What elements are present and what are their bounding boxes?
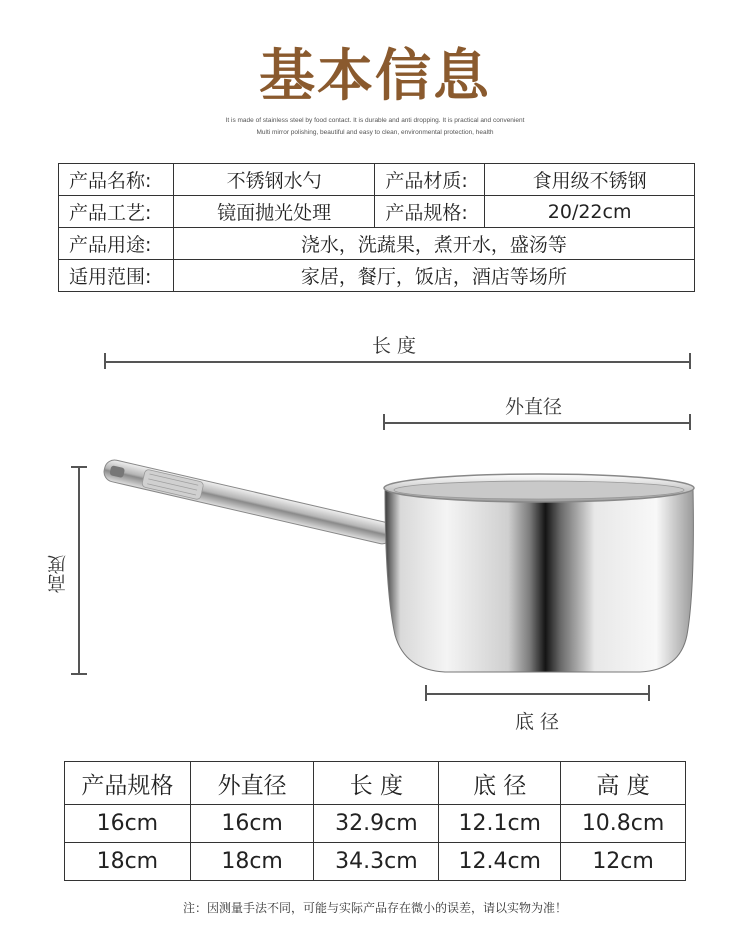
product-material-value: 食用级不锈钢 <box>485 164 695 196</box>
info-row-name <box>59 164 695 196</box>
table-cell: 12cm <box>561 843 686 881</box>
column-header: 高 度 <box>561 762 686 805</box>
product-use-value: 浇水，洗蔬果，煮开水，盛汤等 <box>173 228 694 260</box>
length-tick-left <box>104 353 106 369</box>
base-diameter-tick-right <box>648 685 650 701</box>
column-header: 产品规格 <box>65 762 191 805</box>
ladle-handle <box>102 458 394 546</box>
product-craft-value: 镜面抛光处理 <box>173 196 375 228</box>
outer-diameter-tick-right <box>689 414 691 430</box>
page-title: 基本信息 <box>259 44 491 109</box>
outer-diameter-label: 外直径 <box>505 396 563 418</box>
product-spec-value: 20/22cm <box>485 196 695 228</box>
base-diameter-line <box>426 693 650 695</box>
table-row <box>65 843 686 881</box>
subtitle-line-1: It is made of stainless steel by food contact. It is durable and anti dropping. It is practical and convenient <box>225 117 525 124</box>
table-cell: 18cm <box>190 843 314 881</box>
length-dimension-line <box>105 361 691 363</box>
product-scope-key: 适用范围: <box>59 260 174 292</box>
spec-table-header <box>65 762 686 805</box>
base-diameter-tick-left <box>425 685 427 701</box>
table-cell: 32.9cm <box>314 805 439 843</box>
outer-diameter-line <box>384 422 691 424</box>
table-cell: 12.4cm <box>439 843 561 881</box>
length-label: 长 度 <box>372 335 417 357</box>
product-name-value: 不锈钢水勺 <box>173 164 375 196</box>
info-row-scope <box>59 260 695 292</box>
table-cell: 18cm <box>65 843 191 881</box>
table-cell: 34.3cm <box>314 843 439 881</box>
product-info-table <box>58 163 695 292</box>
column-header: 外直径 <box>190 762 314 805</box>
table-cell: 10.8cm <box>561 805 686 843</box>
info-row-craft <box>59 196 695 228</box>
info-row-use <box>59 228 695 260</box>
height-tick-top <box>71 466 87 468</box>
height-tick-bottom <box>71 673 87 675</box>
height-dimension-line <box>78 467 80 675</box>
length-tick-right <box>689 353 691 369</box>
table-cell: 16cm <box>190 805 314 843</box>
base-diameter-label: 底 径 <box>515 711 560 733</box>
ladle-image <box>95 450 700 675</box>
product-use-key: 产品用途: <box>59 228 174 260</box>
product-scope-value: 家居，餐厅，饭店，酒店等场所 <box>173 260 694 292</box>
column-header: 长 度 <box>314 762 439 805</box>
measurement-note: 注：因测量手法不同，可能与实际产品存在微小的误差，请以实物为准！ <box>182 901 567 915</box>
product-material-key: 产品材质: <box>375 164 485 196</box>
product-craft-key: 产品工艺: <box>59 196 174 228</box>
table-cell: 12.1cm <box>439 805 561 843</box>
table-row <box>65 805 686 843</box>
table-cell: 16cm <box>65 805 191 843</box>
product-spec-key: 产品规格: <box>375 196 485 228</box>
height-label: 高度 <box>47 555 69 593</box>
column-header: 底 径 <box>439 762 561 805</box>
outer-diameter-tick-left <box>383 414 385 430</box>
subtitle-line-2: Multi mirror polishing, beautiful and easy to clean, environmental protection, health <box>256 129 494 136</box>
ladle-bowl <box>384 474 694 672</box>
size-spec-table <box>64 761 686 881</box>
product-name-key: 产品名称: <box>59 164 174 196</box>
